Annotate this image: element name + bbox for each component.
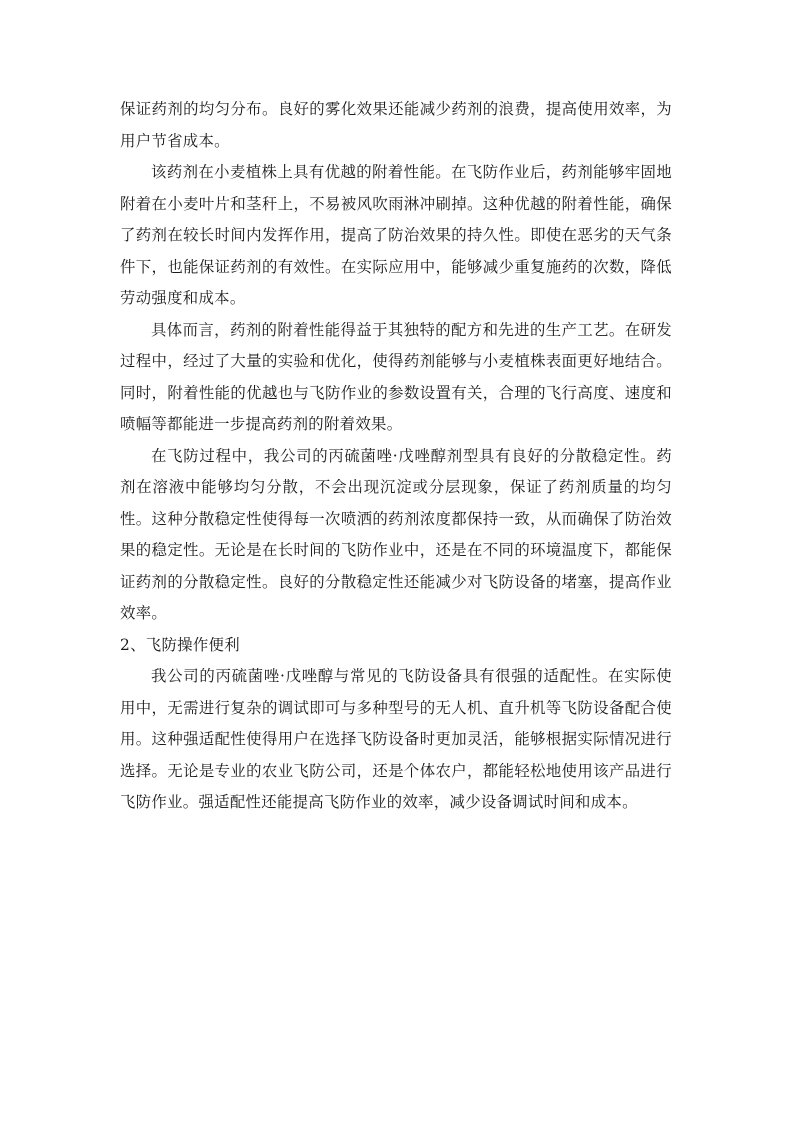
paragraph-adhesion: 该药剂在小麦植株上具有优越的附着性能。在飞防作业后，药剂能够牢固地附着在小麦叶片和茎秆上，不易被风吹雨淋冲刷掉。这种优越的附着性能，确保了药剂在较长时间内发挥作用，提高了防治效果的持久性。即使在恶劣的天气条件下，也能保证药剂的有效性。在实际应用中，能够减少重复施药的次数，降低劳动强度和成本。 xyxy=(120,163,672,307)
paragraph-continuation: 保证药剂的均匀分布。良好的雾化效果还能减少药剂的浪费，提高使用效率，为用户节省成本。 xyxy=(120,100,672,150)
paragraph-compatibility: 我公司的丙硫菌唑·戊唑醇与常见的飞防设备具有很强的适配性。在实际使用中，无需进行复杂的调试即可与多种型号的无人机、直升机等飞防设备配合使用。这种强适配性使得用户在选择飞防设备时更加灵活，能够根据实际情况进行选择。无论是专业的农业飞防公司，还是个体农户，都能轻松地使用该产品进行飞防作业。强适配性还能提高飞防作业的效率，减少设备调试时间和成本。 xyxy=(120,667,672,811)
paragraph-formula: 具体而言，药剂的附着性能得益于其独特的配方和先进的生产工艺。在研发过程中，经过了大量的实验和优化，使得药剂能够与小麦植株表面更好地结合。同时，附着性能的优越也与飞防作业的参数设置有关，合理的飞行高度、速度和喷幅等都能进一步提高药剂的附着效果。 xyxy=(120,320,672,433)
paragraph-dispersion: 在飞防过程中，我公司的丙硫菌唑·戊唑醇剂型具有良好的分散稳定性。药剂在溶液中能够均匀分散，不会出现沉淀或分层现象，保证了药剂质量的均匀性。这种分散稳定性使得每一次喷洒的药剂浓度都保持一致，从而确保了防治效果的稳定性。无论是在长时间的飞防作业中，还是在不同的环境温度下，都能保证药剂的分散稳定性。良好的分散稳定性还能减少对飞防设备的堵塞，提高作业效率。 xyxy=(120,446,672,622)
section-heading: 2、飞防操作便利 xyxy=(120,635,240,654)
document-page xyxy=(120,94,672,819)
